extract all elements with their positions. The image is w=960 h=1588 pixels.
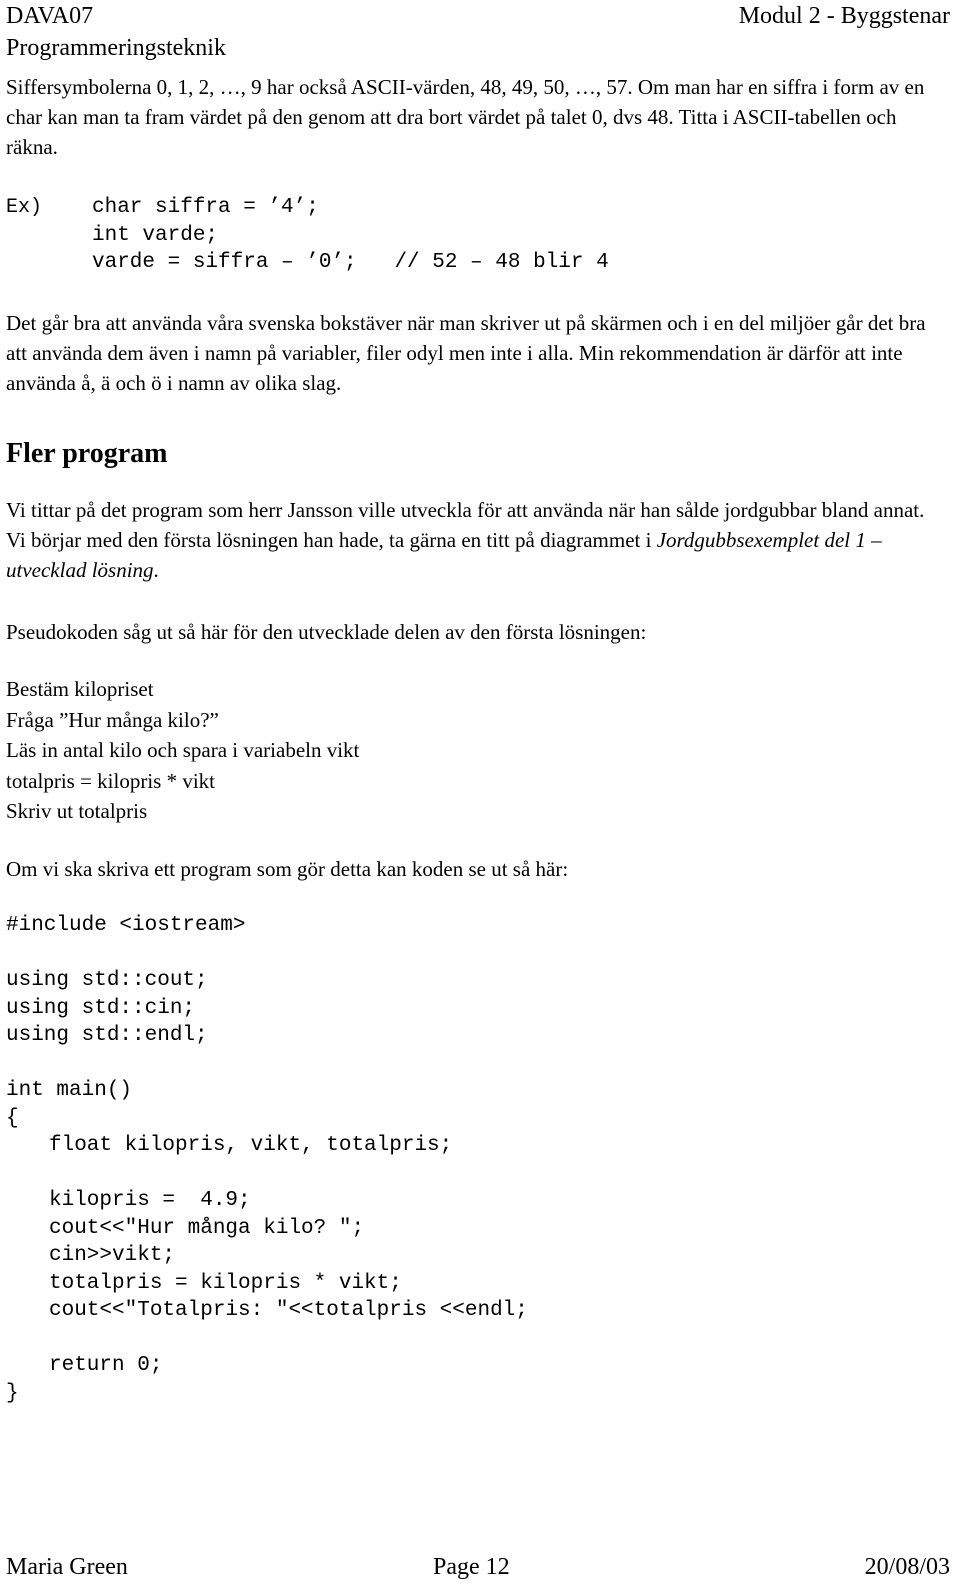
program-code [6,912,946,1407]
example-line: varde = siffra – ’0’; // 52 – 48 blir 4 [92,251,609,274]
code-main-signature: int main() [6,1079,133,1102]
code-statement: cin>>vikt; [49,1244,176,1267]
code-blank [6,940,946,968]
program-paragraph-text: Vi tittar på det program som herr Jansson ville utveckla för att använda när han sålde jordgubbar bland annat. Vi börjar med den första lösningen han hade, ta gärna en titt på diagrammet i [6,498,925,552]
swedish-letters-paragraph: Det går bra att använda våra svenska bokstäver när man skriver ut på skärmen och i en del miljöer går det bra att använda dem även i namn på variabler, filer odyl men inte i alla. Min rekommendation är därför att inte använda å, ä och ö i namn av olika slag. [6,311,926,395]
code-return: return 0; [49,1354,163,1377]
code-using: using std::cout; [6,969,208,992]
code-statement: kilopris = 4.9; [49,1189,251,1212]
code-blank [6,1160,946,1188]
pseudocode-line: Fråga ”Hur många kilo?” [6,707,219,732]
page-footer [6,1550,950,1584]
code-open-brace: { [6,1106,19,1130]
intro-paragraph: Siffersymbolerna 0, 1, 2, …, 9 har också ASCII-värden, 48, 49, 50, …, 57. Om man har en siffra i form av en char kan man ta fram värdet på den genom att dra bort värdet på talet 0, dvs 48. Titta i ASCII-tabellen och räkna. [6,75,925,159]
example-code [92,194,609,277]
footer-author: Maria Green [6,1554,128,1580]
code-close-brace: } [6,1381,19,1405]
program-paragraph-end: . [153,558,159,582]
pseudocode-line: Läs in antal kilo och spara i variabeln vikt [6,738,360,762]
header-course [6,0,226,64]
section-heading: Fler program [6,438,168,469]
code-using: using std::endl; [6,1024,208,1047]
code-declaration: float kilopris, vikt, totalpris; [49,1134,453,1157]
module-title: Modul 2 - Byggstenar [738,3,950,29]
code-statement: cout<<"Totalpris: "<<totalpris <<endl; [49,1299,528,1322]
pseudocode-line: totalpris = kilopris * vikt [6,768,216,793]
course-name: Programmeringsteknik [6,35,226,61]
code-statement: cout<<"Hur många kilo? "; [49,1216,365,1240]
code-include: #include <iostream> [6,914,246,937]
code-blank [6,1050,946,1078]
code-intro: Om vi ska skriva ett program som gör detta kan koden se ut så här: [6,857,569,881]
code-blank [6,1325,946,1353]
code-statement: totalpris = kilopris * vikt; [49,1271,402,1295]
example-line: char siffra = ’4’; [92,196,319,219]
program-paragraph [6,495,946,585]
pseudo-intro: Pseudokoden såg ut så här för den utvecklade delen av den första lösningen: [6,620,647,644]
example-line: int varde; [92,223,219,247]
pseudocode-line: Skriv ut totalpris [6,799,148,823]
diagram-reference: Jordgubbsexemplet del 1 – utvecklad lösning [6,528,882,582]
footer-page-number: Page 12 [433,1554,510,1580]
course-code: DAVA07 [6,3,94,29]
pseudocode-line: Bestäm kilopriset [6,677,154,701]
footer-date: 20/08/03 [864,1554,950,1580]
example-label: Ex) [6,196,43,219]
pseudocode-block [6,674,946,827]
code-using: using std::cin; [6,996,196,1020]
